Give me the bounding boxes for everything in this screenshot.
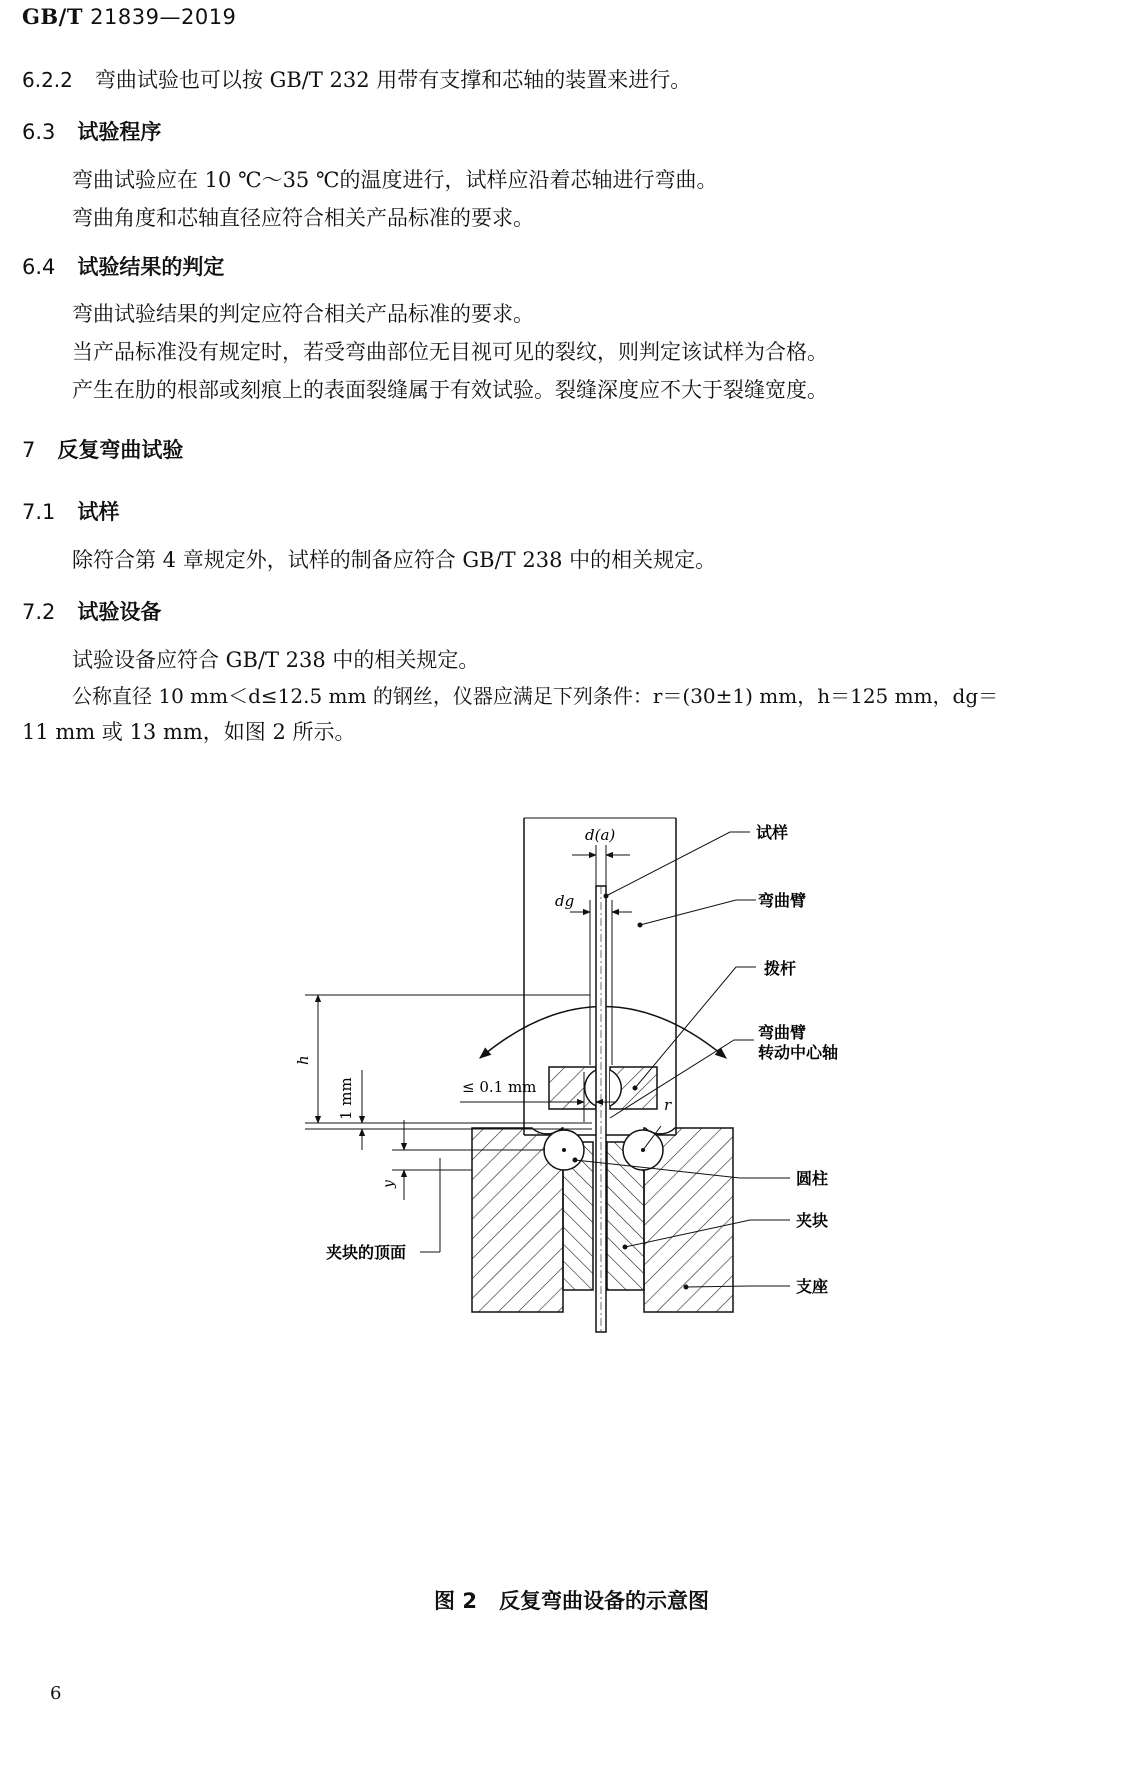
heading-title: 试验程序 (77, 120, 162, 144)
label-d-a: d(a) (585, 826, 616, 844)
standard-number: 21839—2019 (90, 5, 237, 29)
label-h: h (294, 1055, 312, 1065)
heading-title: 试样 (77, 500, 120, 524)
heading-title: 反复弯曲试验 (57, 438, 184, 462)
label-y: y (381, 1180, 397, 1188)
heading-title: 试验设备 (77, 600, 162, 624)
figure-2-diagram (0, 800, 1143, 1560)
figure-title: 反复弯曲设备的示意图 (498, 1589, 709, 1613)
heading-7-1 (22, 496, 119, 526)
label-clamp: 夹块 (796, 1211, 829, 1230)
heading-6-3 (22, 116, 161, 146)
heading-number: 6.3 (22, 120, 56, 144)
heading-title: 试验结果的判定 (77, 255, 225, 279)
paragraph: 弯曲角度和芯轴直径应符合相关产品标准的要求。 (72, 206, 534, 230)
clause-text: 弯曲试验也可以按 GB/T 232 用带有支撑和芯轴的装置来进行。 (94, 68, 692, 92)
dimension-d-g (555, 892, 632, 1065)
paragraph: 弯曲试验应在 10 ℃～35 ℃的温度进行，试样应沿着芯轴进行弯曲。 (72, 168, 718, 192)
heading-number: 7.1 (22, 500, 56, 524)
label-1mm: 1 mm (337, 1077, 355, 1120)
label-cylinder: 圆柱 (796, 1169, 829, 1188)
figure-number: 图 2 (434, 1589, 477, 1613)
heading-number: 7 (22, 438, 36, 462)
dimension-d-a (572, 826, 630, 886)
label-pivot-line1: 弯曲臂 (758, 1023, 807, 1042)
dimension-h (294, 995, 592, 1150)
paragraph: 当产品标准没有规定时，若受弯曲部位无目视可见的裂纹，则判定该试样为合格。 (72, 340, 828, 364)
label-d-g: dg (555, 892, 575, 910)
heading-number: 7.2 (22, 600, 56, 624)
label-r: r (664, 1096, 672, 1114)
label-lever: 拨杆 (764, 959, 797, 978)
heading-number: 6.4 (22, 255, 56, 279)
label-pivot-line2: 转动中心轴 (758, 1043, 839, 1062)
paragraph: 试验设备应符合 GB/T 238 中的相关规定。 (72, 648, 480, 672)
label-specimen: 试样 (756, 823, 789, 842)
label-support: 支座 (796, 1277, 829, 1296)
page-number: 6 (50, 1683, 62, 1704)
clause-number: 6.2.2 (22, 68, 73, 92)
paragraph-continuation: 11 mm 或 13 mm，如图 2 所示。 (22, 720, 356, 744)
standard-code: GB/T (22, 4, 83, 29)
heading-7-2 (22, 596, 161, 626)
paragraph: 公称直径 10 mm＜d≤12.5 mm 的钢丝，仪器应满足下列条件：r＝(30±1) mm，h＝125 mm，dg＝ (72, 684, 999, 708)
paragraph: 产生在肋的根部或刻痕上的表面裂缝属于有效试验。裂缝深度应不大于裂缝宽度。 (72, 378, 828, 402)
paragraph: 弯曲试验结果的判定应符合相关产品标准的要求。 (72, 302, 534, 326)
standard-header (22, 4, 236, 29)
paragraph: 除符合第 4 章规定外，试样的制备应符合 GB/T 238 中的相关规定。 (72, 548, 717, 572)
clause-6-2-2 (22, 64, 691, 94)
label-clamp-top: 夹块的顶面 (326, 1243, 407, 1262)
heading-7 (22, 434, 183, 464)
clamp-top-leader (326, 1158, 440, 1262)
figure-caption (0, 1585, 1143, 1615)
label-bending-arm: 弯曲臂 (758, 891, 807, 910)
heading-6-4 (22, 251, 224, 281)
label-gap: ≤ 0.1 mm (462, 1078, 537, 1096)
